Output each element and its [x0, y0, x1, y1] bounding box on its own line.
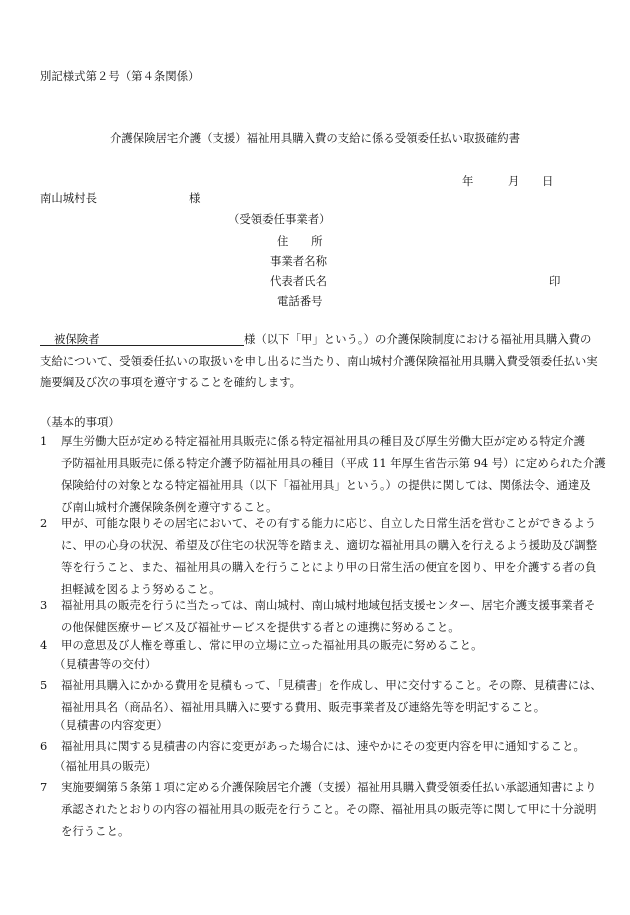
item-line: 福祉用具に関する見積書の内容に変更があった場合には、速やかにその変更内容を甲に通知すること。 [61, 739, 585, 753]
item-line: 福祉用具の販売を行うに当たっては、南山城村、南山城村地域包括支援センター、居宅介護支援事業者そ [61, 598, 596, 612]
item-line: 福祉用具名（商品名）、福祉用具購入に要する費用、販売事業者及び連絡先等を明記すること。 [61, 700, 546, 714]
date-month: 月 [508, 174, 520, 188]
item-line: 担軽減を図るよう努めること。 [61, 582, 221, 596]
item-number: 6 [40, 739, 48, 753]
item-number: 7 [40, 780, 48, 794]
seal-mark: 印 [549, 274, 561, 288]
form-number-label: 別記様式第２号（第４条関係） [40, 69, 200, 83]
field-representative-label: 代表者氏名 [270, 274, 327, 288]
date-day: 日 [542, 174, 554, 188]
field-phone-label: 電話番号 [277, 294, 323, 308]
section-heading: （基本的事項） [40, 415, 120, 429]
item-number: 3 [40, 598, 48, 612]
item-line: 厚生労働大臣が定める特定福祉用具販売に係る特定福祉用具の種目及び厚生労働大臣が定める特定介護 [61, 434, 585, 448]
intro-line-1 [40, 334, 600, 356]
addressee-honorific: 様 [189, 191, 201, 205]
insured-person-field: 被保険者 [40, 334, 244, 346]
intro-paragraph [40, 334, 600, 399]
intro-line-2: 支給について、受領委任払いの取扱いを申し出るに当たり、南山城村介護保険福祉用具購入費受領委任払い実 [40, 353, 598, 368]
sub-heading-estimate-delivery: （見積書等の交付） [54, 657, 157, 671]
field-business-name-label: 事業者名称 [270, 254, 327, 268]
item-number: 4 [40, 638, 48, 652]
document-title: 介護保険居宅介護（支援）福祉用具購入費の支給に係る受領委任払い取扱確約書 [109, 131, 521, 145]
sub-heading-estimate-change: （見積書の内容変更） [54, 718, 168, 732]
addressee-name: 南山城村長 [40, 191, 97, 205]
contractor-heading: （受領委任事業者） [228, 212, 331, 226]
item-line: び南山城村介護保険条例を遵守すること。 [61, 500, 278, 514]
item-number: 2 [40, 516, 48, 530]
item-line: 承認されたとおりの内容の福祉用具の販売を行うこと。その際、福祉用具の販売等に関して甲に十分説明 [61, 802, 597, 816]
intro-text-1: 様（以下「甲」という。）の介護保険制度における福祉用具購入費の [244, 332, 592, 346]
item-line: 予防福祉用具販売に係る特定介護予防福祉用具の種目（平成 11 年厚生省告示第 94 号）に定められた介護 [61, 456, 606, 470]
item-line: 等を行うこと、また、福祉用具の購入を行うことにより甲の日常生活の便宜を図り、甲を介護する者の負 [61, 560, 597, 574]
item-number: 1 [40, 434, 48, 448]
field-address-label: 住 所 [277, 234, 323, 248]
item-number: 5 [40, 678, 48, 692]
item-line: の他保健医療サービス及び福祉サービスを提供する者との連携に努めること。 [61, 620, 460, 634]
item-line: 保険給付の対象となる特定福祉用具（以下「福祉用具」という。）の提供に関しては、関係法令、通達及 [61, 478, 591, 492]
item-line: 甲の意思及び人権を尊重し、常に甲の立場に立った福祉用具の販売に努めること。 [61, 638, 483, 652]
item-line: を行うこと。 [61, 824, 130, 838]
item-line: 実施要綱第５条第１項に定める介護保険居宅介護（支援）福祉用具購入費受領委任払い承認通知書により [61, 780, 597, 794]
date-year: 年 [462, 174, 474, 188]
item-line: 甲が、可能な限りその居宅において、その有する能力に応じ、自立した日常生活を営むことができるよう [61, 516, 597, 530]
item-line: 福祉用具購入にかかる費用を見積もって、「見積書」を作成し、甲に交付すること。その際、見積書には、 [61, 678, 602, 692]
intro-line-3: 施要綱及び次の事項を遵守することを確約します。 [40, 375, 302, 389]
item-line: に、甲の心身の状況、希望及び住宅の状況等を踏まえ、適切な福祉用具の購入を行えるよう援助及び調整 [61, 538, 598, 552]
sub-heading-sale: （福祉用具の販売） [54, 759, 157, 773]
